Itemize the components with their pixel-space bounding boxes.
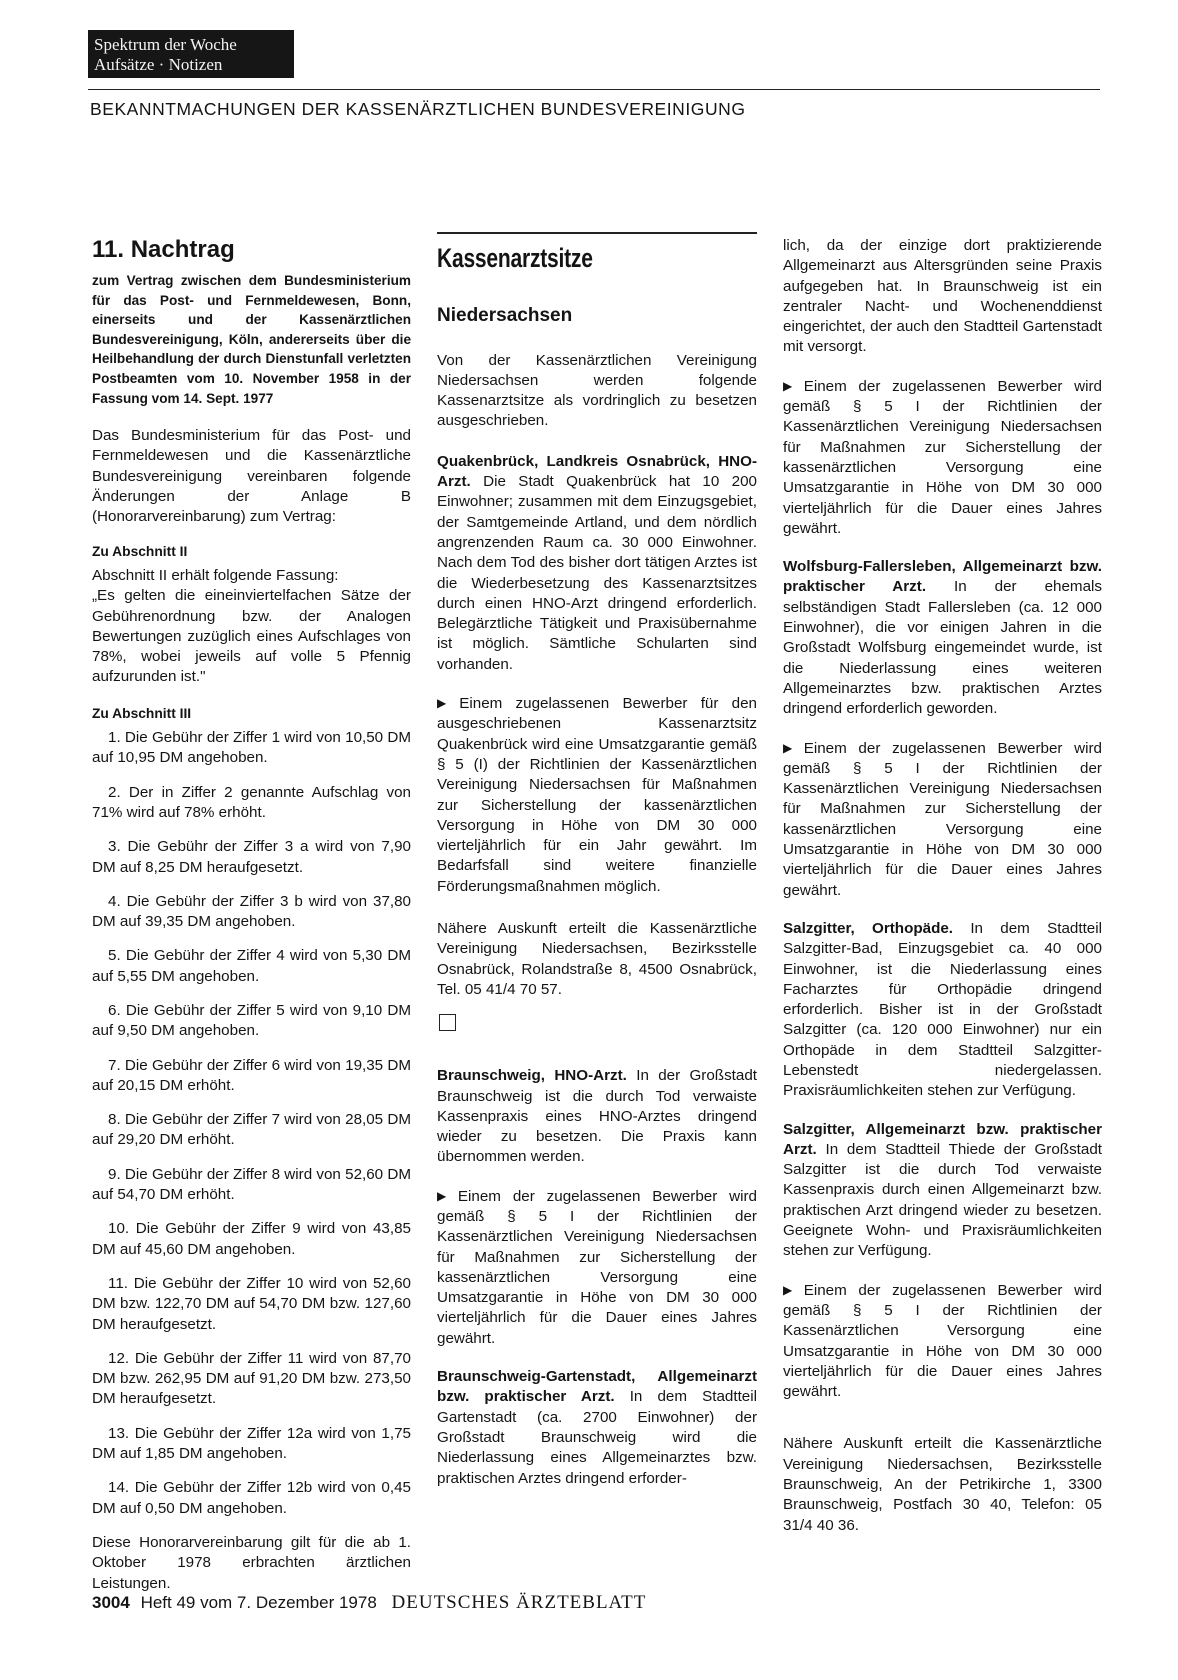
list-item: 8. Die Gebühr der Ziffer 7 wird von 28,05 DM auf 29,20 DM erhöht.	[92, 1111, 411, 1149]
issue-info: Heft 49 vom 7. Dezember 1978	[140, 1593, 377, 1612]
list-item: 1. Die Gebühr der Ziffer 1 wird von 10,50 DM auf 10,95 DM angehoben.	[92, 729, 411, 767]
listing-braunschweig-gartenstadt	[437, 1367, 757, 1489]
header-rule	[88, 89, 1100, 90]
list-item: 7. Die Gebühr der Ziffer 6 wird von 19,35 DM auf 20,15 DM erhöht.	[92, 1056, 411, 1094]
arrow-icon: ▶	[783, 740, 800, 755]
box-icon	[439, 1014, 456, 1031]
listing-salzgitter-allgemeinarzt	[783, 1120, 1102, 1262]
guarantee-text: Einem der zugelassenen Bewerber wird gemäß § 5 I der Richtlinien der Kassenärztlichen Vereinigung Niedersachsen für Maßnahmen zur Sicherstellung der kassenärztlichen Versorgung eine Umsatzgarantie in Höhe von DM 30 000 vierteljährlich für die Dauer eines Jahres gewährt.	[783, 739, 1103, 899]
guarantee-text: Einem der zugelassenen Bewerber wird gemäß § 5 I der Richtlinien der Kassenärztlichen Vereinigung Niedersachsen für Maßnahmen zur Sicherstellung der kassenärztlichen Versorgung eine Umsatzgarantie in Höhe von DM 30 000 vierteljährlich für die Dauer eines Jahres gewährt.	[783, 377, 1103, 537]
listing-body: In dem Stadtteil Gartenstadt (ca. 2700 Einwohner) der Großstadt Braunschweig wird die Niederlassung eines Allgemeinarztes bzw. praktischen Arztes dringend erforder-	[437, 1388, 757, 1487]
listing-body: Die Stadt Quakenbrück hat 10 200 Einwohner; zusammen mit dem Einzugsgebiet, der Samtgemeinde Artland, und dem nördlich angrenzenden Raum ca. 30 000 Einwohner. Nach dem Tod des bisher dort tätigen Arztes ist die Wiederbesetzung des Kassenarztsitzes durch einen HNO-Arzt dringend erforderlich. Belegärztliche Tätigkeit und Praxisübernahme ist möglich. Sämtliche Schularten sind vorhanden.	[437, 473, 757, 673]
nachtrag-intro: Das Bundesministerium für das Post- und Fernmeldewesen und die Kassenärztliche Bundesvereinigung vereinbaren folgende Änderungen der Anlage B (Honorarvereinbarung) zum Vertrag:	[92, 427, 411, 526]
column-rule	[437, 232, 757, 234]
section-2-quote: „Es gelten die eineinviertelfachen Sätze der Gebührenordnung bzw. der Analogen Bewertungen zuzüglich eines Aufschlages von 78%, wobei jeweils auf volle 5 Pfennig aufzurunden ist."	[92, 587, 411, 686]
listing-quakenbrueck	[437, 452, 757, 675]
list-item: 5. Die Gebühr der Ziffer 4 wird von 5,30 DM auf 5,55 DM angehoben.	[92, 947, 411, 985]
amendment-list	[92, 728, 411, 1519]
page-header-title: BEKANNTMACHUNGEN DER KASSENÄRZTLICHEN BUNDESVEREINIGUNG	[90, 99, 746, 119]
listing-body: In der Großstadt Braunschweig ist die durch Tod verwaiste Kassenpraxis eines HNO-Arztes dringend wieder zu besetzen. Die Praxis kann übernommen werden.	[437, 1067, 757, 1166]
arrow-icon: ▶	[783, 378, 800, 393]
listing-lead: Salzgitter, Allgemeinarzt bzw. praktischer Arzt.	[783, 1120, 1102, 1158]
guarantee-salzgitter	[783, 1280, 1102, 1403]
section-rubric	[88, 30, 294, 78]
region-heading: Niedersachsen	[437, 305, 573, 327]
contact-braunschweig: Nähere Auskunft erteilt die Kassenärztliche Vereinigung Niedersachsen, Bezirksstelle Braunschweig, An der Petrikirche 1, 3300 Braunschweig, Postfach 30 40, Telefon: 05 31/4 40 36.	[783, 1435, 1102, 1534]
arrow-icon: ▶	[437, 1188, 454, 1203]
listing-lead: Salzgitter, Orthopäde.	[783, 919, 954, 937]
list-item: 4. Die Gebühr der Ziffer 3 b wird von 37,80 DM auf 39,35 DM angehoben.	[92, 892, 411, 931]
section-3-heading: Zu Abschnitt III	[92, 705, 192, 721]
column-continued	[783, 236, 1102, 1550]
journal-name: DEUTSCHES ÄRZTEBLATT	[391, 1592, 647, 1613]
rubric-line-1: Spektrum der Woche	[94, 35, 237, 54]
list-item: 3. Die Gebühr der Ziffer 3 a wird von 7,90 DM auf 8,25 DM heraufgesetzt.	[92, 838, 411, 876]
list-item: 10. Die Gebühr der Ziffer 9 wird von 43,85 DM auf 45,60 DM angehoben.	[92, 1220, 411, 1258]
arrow-icon: ▶	[783, 1282, 800, 1297]
guarantee-text: Einem der zugelassenen Bewerber wird gemäß § 5 I der Richtlinien der Kassenärztlichen Versorgung eine Umsatzgarantie in Höhe von DM 30 000 vierteljährlich für die Dauer eines Jahres gewährt.	[783, 1281, 1103, 1401]
listing-body: In dem Stadtteil Thiede der Großstadt Salzgitter ist die durch Tod verwaiste Kassenpraxis durch einen Allgemeinarzt bzw. praktischen Arzt dringend wieder zu besetzen. Geeignete Wohn- und Praxisräumlichkeiten stehen zur Verfügung.	[783, 1140, 1102, 1260]
kassenarztsitze-intro: Von der Kassenärztlichen Vereinigung Niedersachsen werden folgende Kassenarztsitze als vordringlich zu besetzen ausgeschrieben.	[437, 351, 757, 430]
guarantee-braunschweig-hno	[437, 1186, 757, 1349]
column-nachtrag	[92, 236, 411, 1608]
kassenarztsitze-title: Kassenarztsitze	[437, 243, 593, 273]
section-2-heading: Zu Abschnitt II	[92, 543, 188, 559]
listing-salzgitter-orthopaede	[783, 919, 1102, 1102]
guarantee-quakenbrueck	[437, 693, 757, 897]
list-item: 13. Die Gebühr der Ziffer 12a wird von 1,75 DM auf 1,85 DM angehoben.	[92, 1424, 411, 1463]
section-2-line: Abschnitt II erhält folgende Fassung:	[92, 566, 339, 584]
listing-body: In der ehemals selbständigen Stadt Fallersleben (ca. 12 000 Einwohner), die vor einigen Jahren in die Großstadt Wolfsburg eingemeindet wurde, ist die Niederlassung eines weiteren Allgemeinarztes bzw. praktischen Arztes dringend erforderlich geworden.	[783, 578, 1102, 718]
guarantee-gartenstadt	[783, 376, 1102, 539]
listing-braunschweig-hno	[437, 1066, 757, 1167]
list-item: 11. Die Gebühr der Ziffer 10 wird von 52,60 DM bzw. 122,70 DM auf 54,70 DM bzw. 127,60 DM heraufgesetzt.	[92, 1274, 411, 1333]
guarantee-text: Einem zugelassenen Bewerber für den ausgeschriebenen Kassenarztsitz Quakenbrück wird eine Umsatzgarantie gemäß § 5 (I) der Richtlinien der Kassenärztlichen Vereinigung Niedersachsen für Maßnahmen zur Sicherstellung der kassenärztlichen Versorgung in Höhe von DM 30 000 vierteljährlich für ein Jahr gewährt. Im Bedarfsfall sind weitere finanzielle Förderungsmaßnahmen möglich.	[437, 695, 758, 895]
nachtrag-closing: Diese Honorarvereinbarung gilt für die ab 1. Oktober 1978 erbrachten ärztlichen Leistungen.	[92, 1533, 411, 1592]
list-item: 2. Der in Ziffer 2 genannte Aufschlag von 71% wird auf 78% erhöht.	[92, 783, 411, 821]
column-kassenarztsitze	[437, 236, 757, 1503]
list-item: 12. Die Gebühr der Ziffer 11 wird von 87,70 DM bzw. 262,95 DM auf 91,20 DM bzw. 273,50 DM heraufgesetzt.	[92, 1349, 411, 1408]
guarantee-wolfsburg	[783, 738, 1102, 901]
listing-wolfsburg	[783, 557, 1102, 719]
page-footer	[92, 1592, 646, 1614]
guarantee-text: Einem der zugelassenen Bewerber wird gemäß § 5 I der Richtlinien der Kassenärztlichen Vereinigung Niedersachsen für Maßnahmen zur Sicherstellung der kassenärztlichen Versorgung eine Umsatzgarantie in Höhe von DM 30 000 vierteljährlich für die Dauer eines Jahres gewährt.	[437, 1187, 758, 1347]
contact-osnabrueck: Nähere Auskunft erteilt die Kassenärztliche Vereinigung Niedersachsen, Bezirksstelle Osnabrück, Rolandstraße 8, 4500 Osnabrück, Tel. 05 41/4 70 57.	[437, 920, 757, 998]
gartenstadt-continued: lich, da der einzige dort praktizierende Allgemeinarzt aus Altersgründen seine Praxis aufgegeben hat. In Braunschweig ist ein zentraler Nacht- und Wochenenddienst eingerichtet, der auch den Stadtteil Gartenstadt mit versorgt.	[783, 237, 1102, 356]
listing-lead: Braunschweig-Gartenstadt, Allgemeinarzt bzw. praktischer Arzt.	[437, 1368, 757, 1406]
arrow-icon: ▶	[437, 696, 456, 711]
listing-lead: Wolfsburg-Fallersleben, Allgemeinarzt bzw. praktischer Arzt.	[783, 558, 1102, 596]
listing-lead: Quakenbrück, Landkreis Osnabrück, HNO-Arzt.	[437, 452, 757, 491]
page-number: 3004	[92, 1593, 130, 1612]
listing-body: In dem Stadtteil Salzgitter-Bad, Einzugsgebiet ca. 40 000 Einwohner, ist die Niederlassung eines Facharztes für Orthopädie dringend erforderlich. Bisher ist in der Großstadt Salzgitter (ca. 120 000 Einwohner) nur ein Orthopäde in dem Stadtteil Salzgitter-Lebenstedt niedergelassen. Praxisräumlichkeiten stehen zur Verfügung.	[783, 919, 1103, 1100]
listing-lead: Braunschweig, HNO-Arzt.	[437, 1067, 627, 1085]
list-item: 9. Die Gebühr der Ziffer 8 wird von 52,60 DM auf 54,70 DM erhöht.	[92, 1165, 411, 1204]
nachtrag-subtitle: zum Vertrag zwischen dem Bundesministerium für das Post- und Fernmeldewesen, Bonn, einerseits und der Kassenärztlichen Bundesvereinigung, Köln, andererseits über die Heilbehandlung der durch Dienstunfall verletzten Postbeamten vom 10. November 1958 in der Fassung vom 14. Sept. 1977	[92, 273, 411, 406]
list-item: 6. Die Gebühr der Ziffer 5 wird von 9,10 DM auf 9,50 DM angehoben.	[92, 1001, 411, 1040]
rubric-line-2: Aufsätze · Notizen	[94, 55, 223, 74]
list-item: 14. Die Gebühr der Ziffer 12b wird von 0,45 DM auf 0,50 DM angehoben.	[92, 1479, 411, 1517]
nachtrag-title: 11. Nachtrag	[92, 236, 235, 263]
